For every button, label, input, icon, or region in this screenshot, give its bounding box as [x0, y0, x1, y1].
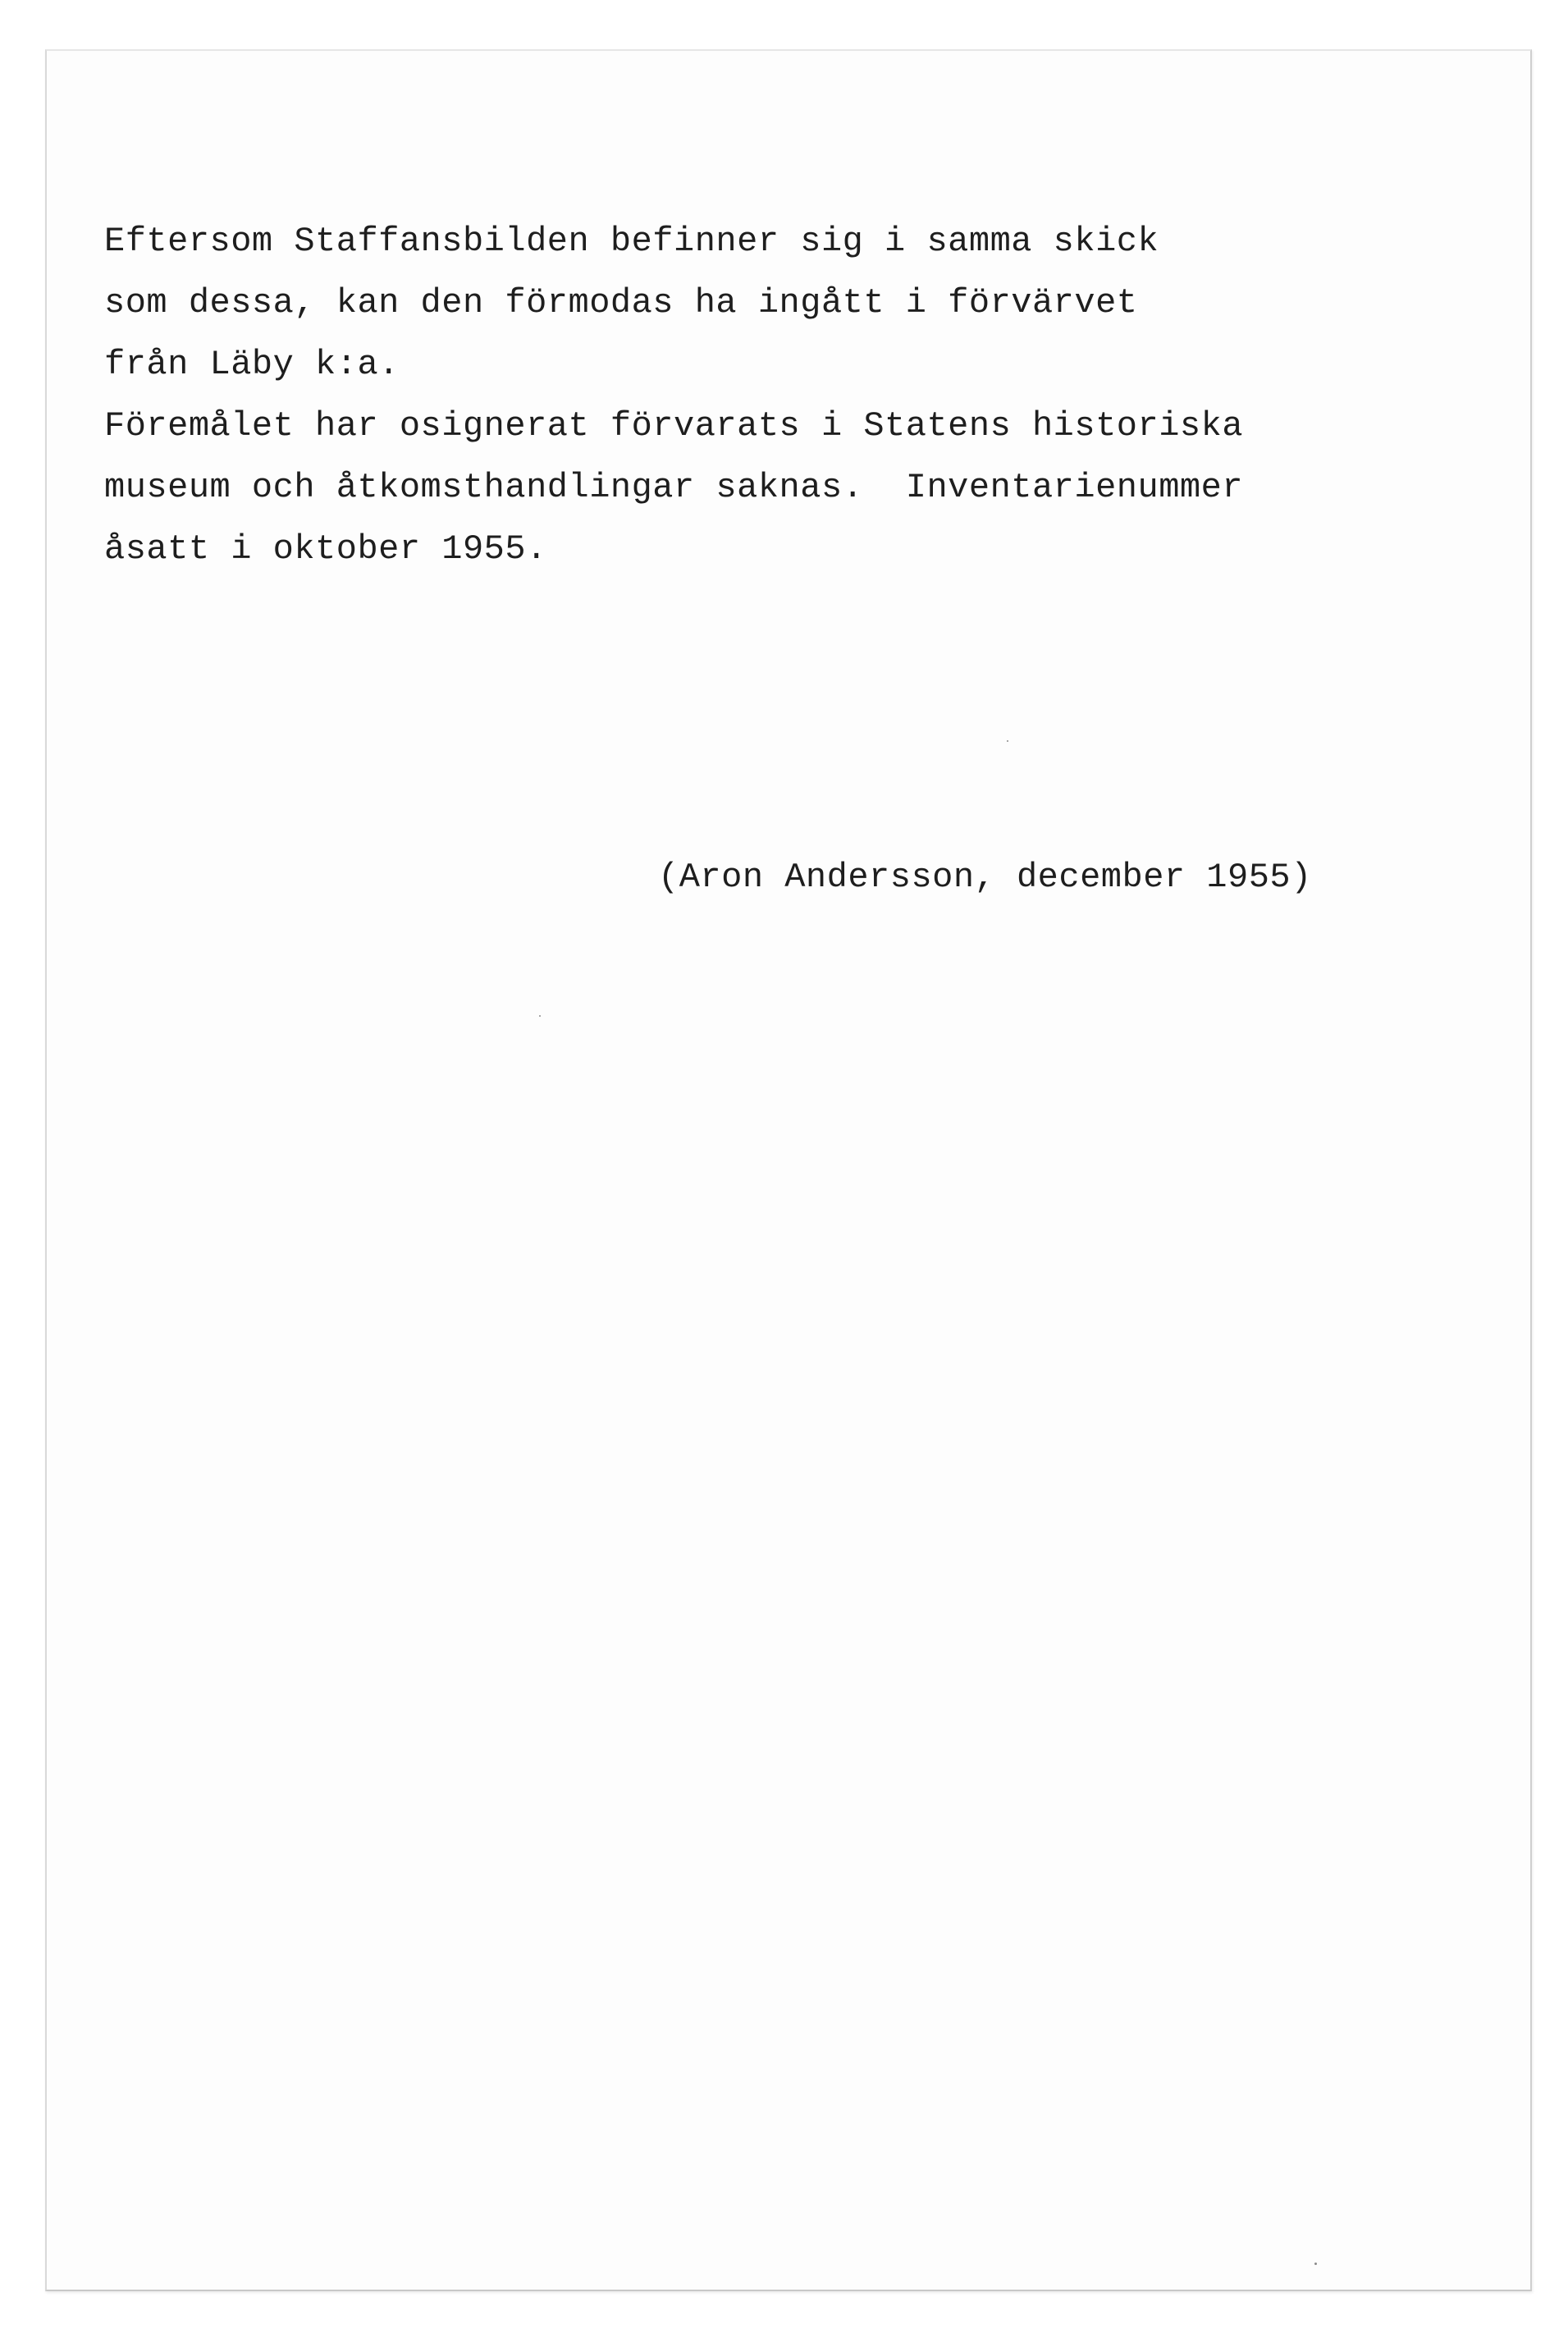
paper-speck	[539, 1015, 541, 1017]
typed-paragraph	[104, 211, 1243, 580]
text-line-5: museum och åtkomsthandlingar saknas. Inventarienummer	[104, 468, 1244, 507]
text-line-4: Föremålet har osignerat förvarats i Statens historiska	[104, 406, 1244, 446]
document-card	[45, 49, 1532, 2291]
text-line-2: som dessa, kan den förmodas ha ingått i förvärvet	[104, 283, 1138, 323]
paper-speck	[1007, 740, 1008, 742]
paper-speck	[1314, 2263, 1317, 2265]
text-line-6: åsatt i oktober 1955.	[104, 529, 547, 569]
text-line-3: från Läby k:a.	[104, 345, 400, 384]
author-signature-line: (Aron Andersson, december 1955)	[658, 858, 1312, 897]
text-line-1: Eftersom Staffansbilden befinner sig i samma skick	[104, 222, 1159, 261]
